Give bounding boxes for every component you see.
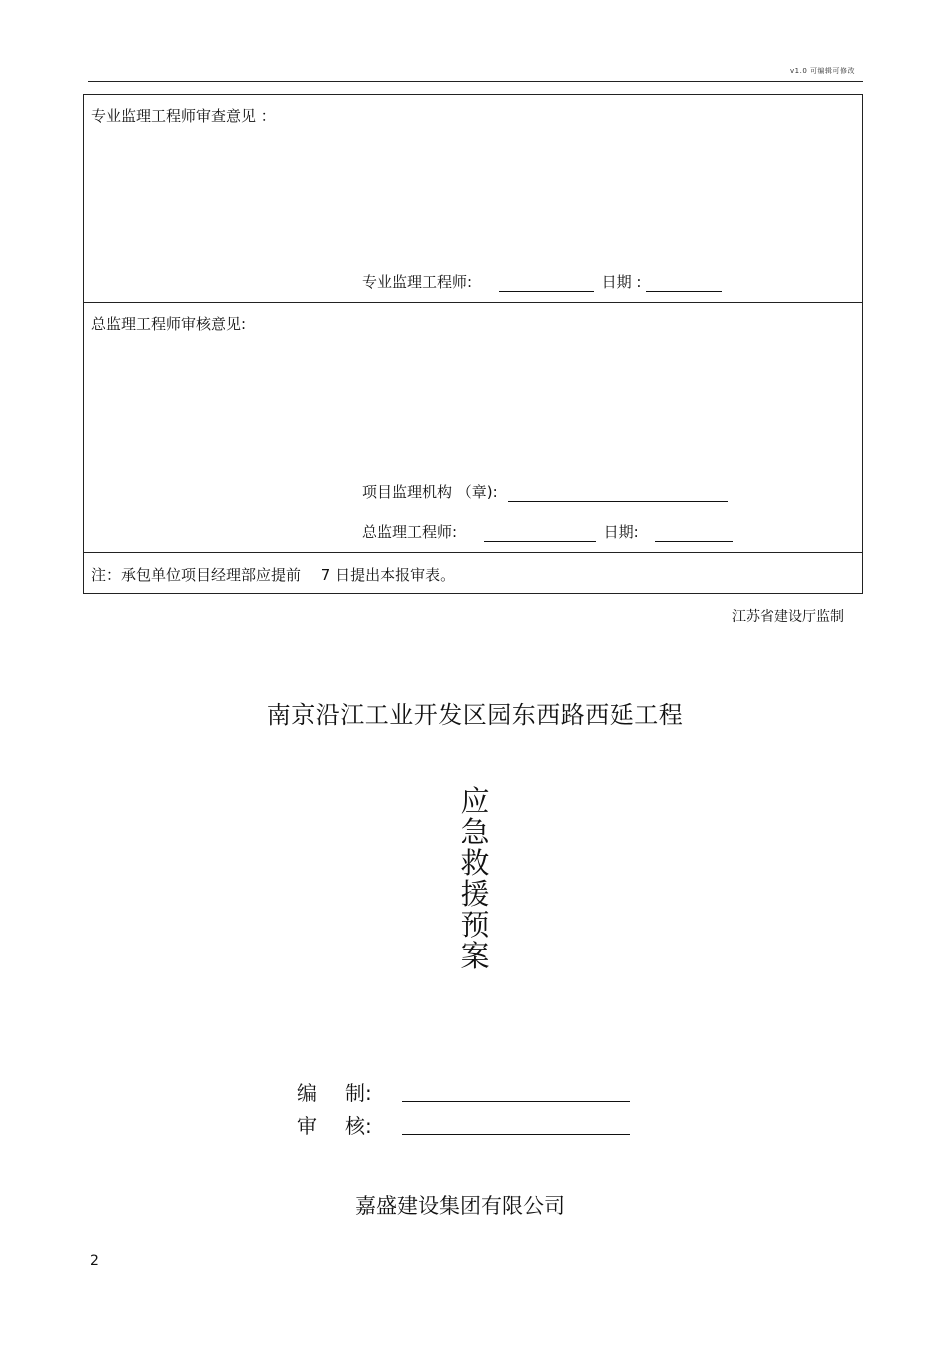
engineer-review-label: 专业监理工程师审查意见 ：	[91, 107, 276, 125]
chief-review-label: 总监理工程师审核意见:	[91, 315, 247, 333]
chief-signature-line[interactable]	[484, 525, 596, 542]
org-seal-label: 项目监理机构 （章):	[362, 483, 498, 501]
compiler-line[interactable]	[402, 1101, 630, 1102]
issuer-label: 江苏省建设厅监制	[732, 609, 844, 625]
reviewer-label-b: 核:	[345, 1114, 372, 1138]
page-number: 2	[90, 1253, 99, 1269]
company-name: 嘉盛建设集团有限公司	[355, 1194, 565, 1218]
date-label-2: 日期:	[603, 523, 639, 541]
chief-date-line[interactable]	[655, 525, 733, 542]
project-title: 南京沿江工业开发区园东西路西延工程	[266, 701, 684, 729]
engineer-date-line[interactable]	[646, 275, 722, 292]
engineer-label: 专业监理工程师:	[362, 273, 473, 291]
date-label: 日期 :	[601, 273, 642, 291]
reviewer-line[interactable]	[402, 1134, 630, 1135]
plan-title-vertical	[455, 786, 495, 972]
compiler-label-a: 编	[297, 1081, 317, 1105]
approval-form-table	[83, 94, 863, 594]
header-divider	[88, 81, 863, 82]
title-char: 救	[460, 846, 490, 880]
chief-label: 总监理工程师:	[362, 523, 458, 541]
compiler-label-b: 制:	[345, 1081, 372, 1105]
compiler-row	[297, 1077, 372, 1106]
engineer-review-section	[84, 95, 862, 303]
chief-review-section	[84, 303, 862, 553]
submission-note: 注：承包单位项目经理部应提前 7 日提出本报审表。	[91, 566, 456, 584]
title-char: 急	[460, 815, 490, 849]
title-char: 预	[460, 908, 490, 942]
org-seal-line[interactable]	[508, 485, 728, 502]
note-section	[84, 553, 862, 593]
reviewer-row	[297, 1110, 372, 1139]
title-char: 应	[460, 784, 490, 818]
engineer-signature-row	[362, 271, 722, 292]
title-char: 案	[460, 939, 490, 973]
org-seal-row	[362, 481, 728, 502]
reviewer-label-a: 审	[297, 1114, 317, 1138]
title-char: 援	[460, 877, 490, 911]
engineer-signature-line[interactable]	[499, 275, 594, 292]
version-tag: v1.0 可编辑可修改	[790, 67, 855, 75]
chief-signature-row	[362, 521, 733, 542]
